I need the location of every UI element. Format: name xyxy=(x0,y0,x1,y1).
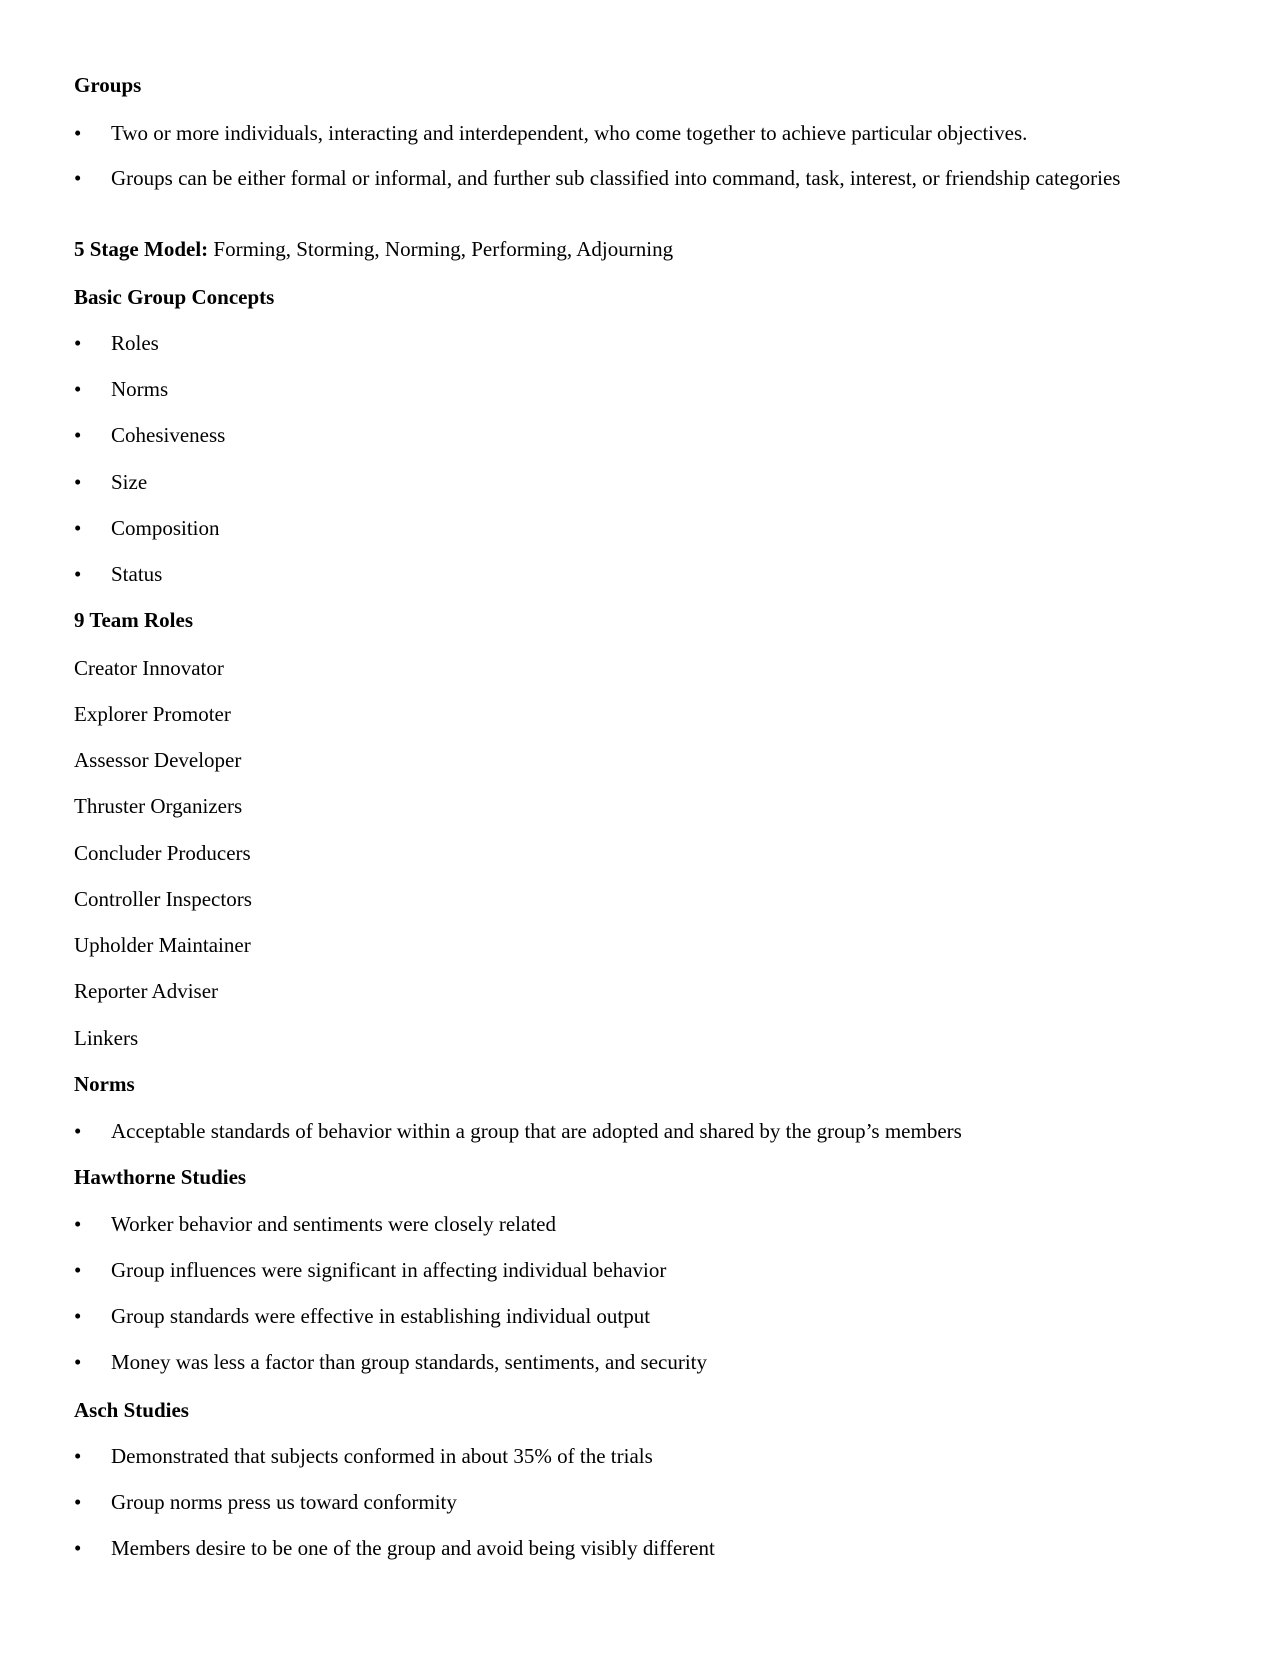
team-role-item: Linkers xyxy=(74,1026,139,1050)
hawthorne-bullet-3: Group standards were effective in establishing individual output xyxy=(111,1304,651,1328)
bullet-marker: • xyxy=(74,1536,82,1560)
team-role-item: Upholder Maintainer xyxy=(74,933,251,957)
section-heading-team-roles: 9 Team Roles xyxy=(74,608,194,632)
groups-bullet-1: Two or more individuals, interacting and interdependent, who come together to achieve particular objectives. xyxy=(111,121,1028,145)
concept-item-composition: Composition xyxy=(111,516,220,540)
asch-bullet-1: Demonstrated that subjects conformed in about 35% of the trials xyxy=(111,1444,653,1468)
bullet-marker: • xyxy=(74,1212,82,1236)
section-heading-norms: Norms xyxy=(74,1072,135,1096)
bullet-marker: • xyxy=(74,1350,82,1374)
norms-bullet-1: Acceptable standards of behavior within a group that are adopted and shared by the group’s members xyxy=(111,1119,962,1143)
bullet-marker: • xyxy=(74,1490,82,1514)
section-heading-basic-group-concepts: Basic Group Concepts xyxy=(74,285,275,309)
bullet-marker: • xyxy=(74,470,82,494)
hawthorne-bullet-4: Money was less a factor than group standards, sentiments, and security xyxy=(111,1350,708,1374)
bullet-marker: • xyxy=(74,1258,82,1282)
five-stage-model-line xyxy=(74,237,673,262)
bullet-marker: • xyxy=(74,121,82,145)
groups-bullet-2: Groups can be either formal or informal, and further sub classified into command, task, interest, or friendship categories xyxy=(111,166,1121,190)
bullet-marker: • xyxy=(74,1119,82,1143)
five-stage-model-label: 5 Stage Model: xyxy=(74,237,209,261)
hawthorne-bullet-1: Worker behavior and sentiments were closely related xyxy=(111,1212,556,1236)
bullet-marker: • xyxy=(74,423,82,447)
team-role-item: Assessor Developer xyxy=(74,748,242,772)
section-heading-hawthorne: Hawthorne Studies xyxy=(74,1165,247,1189)
bullet-marker: • xyxy=(74,166,82,190)
bullet-marker: • xyxy=(74,562,82,586)
team-role-item: Thruster Organizers xyxy=(74,794,243,818)
section-heading-groups: Groups xyxy=(74,73,142,97)
team-role-item: Concluder Producers xyxy=(74,841,251,865)
bullet-marker: • xyxy=(74,1444,82,1468)
team-role-item: Explorer Promoter xyxy=(74,702,231,726)
bullet-marker: • xyxy=(74,331,82,355)
concept-item-roles: Roles xyxy=(111,331,159,355)
five-stage-model-text: Forming, Storming, Norming, Performing, Adjourning xyxy=(208,237,674,261)
team-role-item: Reporter Adviser xyxy=(74,979,219,1003)
concept-item-cohesiveness: Cohesiveness xyxy=(111,423,226,447)
concept-item-status: Status xyxy=(111,562,163,586)
team-role-item: Creator Innovator xyxy=(74,656,224,680)
team-role-item: Controller Inspectors xyxy=(74,887,252,911)
bullet-marker: • xyxy=(74,377,82,401)
asch-bullet-2: Group norms press us toward conformity xyxy=(111,1490,457,1514)
asch-bullet-3: Members desire to be one of the group and avoid being visibly different xyxy=(111,1536,715,1560)
concept-item-size: Size xyxy=(111,470,148,494)
bullet-marker: • xyxy=(74,1304,82,1328)
bullet-marker: • xyxy=(74,516,82,540)
hawthorne-bullet-2: Group influences were significant in affecting individual behavior xyxy=(111,1258,667,1282)
concept-item-norms: Norms xyxy=(111,377,169,401)
section-heading-asch: Asch Studies xyxy=(74,1398,189,1422)
